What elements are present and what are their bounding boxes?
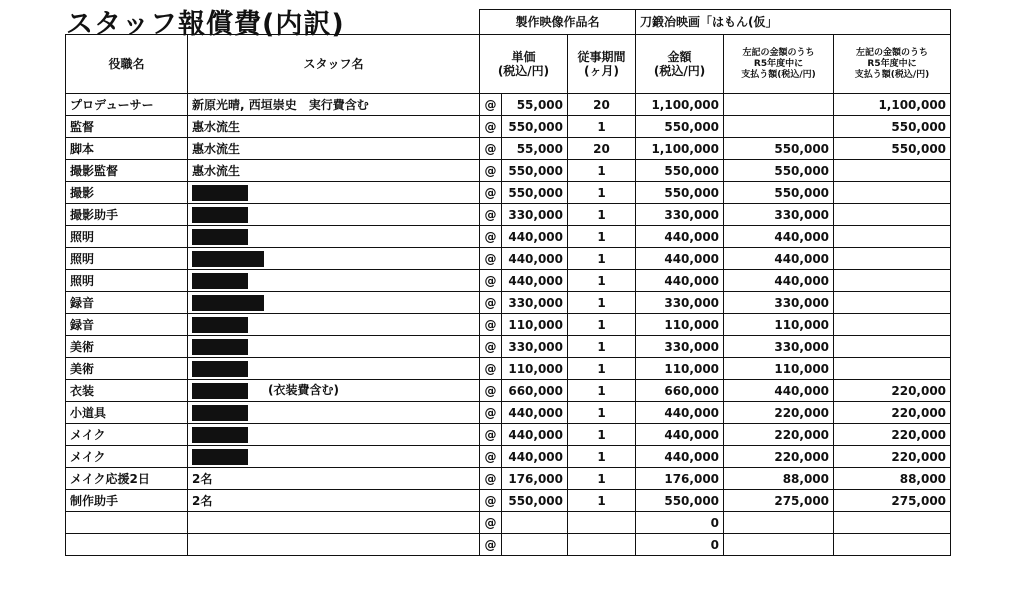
paid-r5-a-cell: 440,000 xyxy=(724,226,834,248)
at-mark: @ xyxy=(480,248,502,270)
staff-cell: 惠水流生 xyxy=(188,138,480,160)
redacted-name-block xyxy=(192,185,248,201)
at-mark: @ xyxy=(480,380,502,402)
col-paid-r5-b: 左記の金額のうち R5年度中に 支払う額(税込/円) xyxy=(834,35,951,94)
at-mark: @ xyxy=(480,138,502,160)
role-cell: 録音 xyxy=(66,292,188,314)
redacted-name-block xyxy=(192,339,248,355)
unit-price-cell: 330,000 xyxy=(502,336,568,358)
paid-r5-a-cell: 440,000 xyxy=(724,248,834,270)
paid-r5-a-cell xyxy=(724,512,834,534)
role-cell: 照明 xyxy=(66,248,188,270)
staff-cell xyxy=(188,534,480,556)
paid-r5-b-cell xyxy=(834,534,951,556)
period-cell: 20 xyxy=(568,94,636,116)
redacted-name-block xyxy=(192,405,248,421)
at-mark: @ xyxy=(480,292,502,314)
paid-r5-a-cell: 330,000 xyxy=(724,336,834,358)
role-cell: 照明 xyxy=(66,270,188,292)
paid-r5-b-cell xyxy=(834,358,951,380)
at-mark: @ xyxy=(480,402,502,424)
unit-price-cell: 440,000 xyxy=(502,446,568,468)
paid-r5-b-cell: 220,000 xyxy=(834,446,951,468)
period-cell xyxy=(568,512,636,534)
paid-r5-b-cell xyxy=(834,292,951,314)
amount-cell: 0 xyxy=(636,534,724,556)
unit-price-cell: 330,000 xyxy=(502,292,568,314)
unit-price-cell: 176,000 xyxy=(502,468,568,490)
paid-r5-b-cell xyxy=(834,226,951,248)
paid-r5-b-cell: 550,000 xyxy=(834,116,951,138)
paid-r5-a-cell: 110,000 xyxy=(724,358,834,380)
amount-cell: 110,000 xyxy=(636,314,724,336)
amount-cell: 110,000 xyxy=(636,358,724,380)
period-cell: 1 xyxy=(568,490,636,512)
paid-r5-b-cell xyxy=(834,512,951,534)
table-row xyxy=(66,182,951,204)
table-row xyxy=(66,270,951,292)
at-mark: @ xyxy=(480,116,502,138)
table-row xyxy=(66,292,951,314)
paid-r5-b-cell xyxy=(834,314,951,336)
staff-cell xyxy=(188,446,480,468)
period-cell: 20 xyxy=(568,138,636,160)
paid-r5-a-cell: 330,000 xyxy=(724,204,834,226)
staff-cell: 新原光晴, 西垣崇史 実行費含む xyxy=(188,94,480,116)
paid-r5-b-cell: 220,000 xyxy=(834,424,951,446)
role-cell: 照明 xyxy=(66,226,188,248)
col-paid-r5-a: 左記の金額のうち R5年度中に 支払う額(税込/円) xyxy=(724,35,834,94)
amount-cell: 440,000 xyxy=(636,270,724,292)
unit-price-cell: 440,000 xyxy=(502,270,568,292)
period-cell: 1 xyxy=(568,380,636,402)
redacted-name-block xyxy=(192,273,248,289)
table-row xyxy=(66,248,951,270)
at-mark: @ xyxy=(480,490,502,512)
table-row xyxy=(66,402,951,424)
paid-r5-a-cell: 110,000 xyxy=(724,314,834,336)
paid-r5-a-cell: 440,000 xyxy=(724,380,834,402)
role-cell: 録音 xyxy=(66,314,188,336)
unit-price-cell: 440,000 xyxy=(502,424,568,446)
staff-cell: 惠水流生 xyxy=(188,160,480,182)
role-cell: メイク xyxy=(66,446,188,468)
paid-r5-b-cell xyxy=(834,204,951,226)
unit-price-cell: 55,000 xyxy=(502,138,568,160)
staff-cell xyxy=(188,402,480,424)
paid-r5-b-cell: 220,000 xyxy=(834,402,951,424)
unit-price-cell: 440,000 xyxy=(502,248,568,270)
unit-price-cell: 440,000 xyxy=(502,226,568,248)
paid-r5-a-cell: 220,000 xyxy=(724,424,834,446)
paid-r5-a-cell xyxy=(724,534,834,556)
redacted-name-block xyxy=(192,295,264,311)
role-cell: 美術 xyxy=(66,336,188,358)
role-cell: メイク xyxy=(66,424,188,446)
paid-r5-b-cell xyxy=(834,248,951,270)
staff-cell: 2名 xyxy=(188,490,480,512)
at-mark: @ xyxy=(480,314,502,336)
table-row xyxy=(66,446,951,468)
table-row xyxy=(66,336,951,358)
table-row xyxy=(66,380,951,402)
at-mark: @ xyxy=(480,534,502,556)
role-cell: 美術 xyxy=(66,358,188,380)
at-mark: @ xyxy=(480,446,502,468)
table-row xyxy=(66,512,951,534)
production-name: 刀鍛冶映画「はもん(仮」 xyxy=(636,10,951,35)
staff-cell: 2名 xyxy=(188,468,480,490)
col-role: 役職名 xyxy=(66,35,188,94)
role-cell: 制作助手 xyxy=(66,490,188,512)
paid-r5-b-cell xyxy=(834,336,951,358)
redacted-name-block xyxy=(192,427,248,443)
at-mark: @ xyxy=(480,94,502,116)
unit-price-cell: 550,000 xyxy=(502,160,568,182)
amount-cell: 660,000 xyxy=(636,380,724,402)
table-row xyxy=(66,424,951,446)
title-spacer xyxy=(66,10,480,35)
paid-r5-b-cell xyxy=(834,270,951,292)
paid-r5-a-cell: 275,000 xyxy=(724,490,834,512)
role-cell: 撮影 xyxy=(66,182,188,204)
at-mark: @ xyxy=(480,336,502,358)
staff-cell xyxy=(188,204,480,226)
staff-cell xyxy=(188,512,480,534)
amount-cell: 550,000 xyxy=(636,160,724,182)
unit-price-cell: 660,000 xyxy=(502,380,568,402)
at-mark: @ xyxy=(480,182,502,204)
unit-price-cell: 550,000 xyxy=(502,490,568,512)
period-cell: 1 xyxy=(568,116,636,138)
col-unit-price: 単価 (税込/円) xyxy=(480,35,568,94)
period-cell: 1 xyxy=(568,292,636,314)
period-cell: 1 xyxy=(568,402,636,424)
table-row xyxy=(66,116,951,138)
at-mark: @ xyxy=(480,358,502,380)
period-cell: 1 xyxy=(568,270,636,292)
table-row xyxy=(66,314,951,336)
amount-cell: 440,000 xyxy=(636,446,724,468)
unit-price-cell: 110,000 xyxy=(502,358,568,380)
staff-cell: 惠水流生 xyxy=(188,116,480,138)
unit-price-cell xyxy=(502,534,568,556)
table-row xyxy=(66,358,951,380)
table-row xyxy=(66,160,951,182)
amount-cell: 440,000 xyxy=(636,248,724,270)
staff-note: (衣装費含む) xyxy=(268,383,339,397)
staff-cell xyxy=(188,380,480,402)
period-cell xyxy=(568,534,636,556)
col-period: 従事期間 (ヶ月) xyxy=(568,35,636,94)
redacted-name-block xyxy=(192,207,248,223)
table-row xyxy=(66,468,951,490)
staff-cell xyxy=(188,226,480,248)
at-mark: @ xyxy=(480,204,502,226)
amount-cell: 440,000 xyxy=(636,226,724,248)
at-mark: @ xyxy=(480,512,502,534)
period-cell: 1 xyxy=(568,468,636,490)
period-cell: 1 xyxy=(568,446,636,468)
staff-cell xyxy=(188,182,480,204)
table-row xyxy=(66,94,951,116)
redacted-name-block xyxy=(192,317,248,333)
at-mark: @ xyxy=(480,160,502,182)
redacted-name-block xyxy=(192,449,248,465)
amount-cell: 550,000 xyxy=(636,116,724,138)
paid-r5-b-cell: 220,000 xyxy=(834,380,951,402)
period-cell: 1 xyxy=(568,182,636,204)
staff-cell xyxy=(188,314,480,336)
staff-cell xyxy=(188,270,480,292)
paid-r5-b-cell: 550,000 xyxy=(834,138,951,160)
role-cell: 小道具 xyxy=(66,402,188,424)
at-mark: @ xyxy=(480,226,502,248)
unit-price-cell: 550,000 xyxy=(502,116,568,138)
amount-cell: 550,000 xyxy=(636,182,724,204)
amount-cell: 330,000 xyxy=(636,204,724,226)
paid-r5-a-cell: 550,000 xyxy=(724,160,834,182)
staff-cell xyxy=(188,336,480,358)
col-staff: スタッフ名 xyxy=(188,35,480,94)
column-header-row xyxy=(66,35,951,94)
period-cell: 1 xyxy=(568,336,636,358)
table-row xyxy=(66,204,951,226)
paid-r5-a-cell: 550,000 xyxy=(724,182,834,204)
period-cell: 1 xyxy=(568,248,636,270)
paid-r5-a-cell: 550,000 xyxy=(724,138,834,160)
amount-cell: 176,000 xyxy=(636,468,724,490)
table-row xyxy=(66,490,951,512)
redacted-name-block xyxy=(192,383,248,399)
paid-r5-a-cell: 440,000 xyxy=(724,270,834,292)
amount-cell: 1,100,000 xyxy=(636,94,724,116)
period-cell: 1 xyxy=(568,424,636,446)
redacted-name-block xyxy=(192,229,248,245)
table-body xyxy=(66,94,951,556)
paid-r5-a-cell: 88,000 xyxy=(724,468,834,490)
at-mark: @ xyxy=(480,468,502,490)
paid-r5-a-cell xyxy=(724,94,834,116)
paid-r5-a-cell: 220,000 xyxy=(724,446,834,468)
amount-cell: 440,000 xyxy=(636,402,724,424)
role-cell: メイク応援2日 xyxy=(66,468,188,490)
unit-price-cell: 550,000 xyxy=(502,182,568,204)
unit-price-cell: 330,000 xyxy=(502,204,568,226)
paid-r5-b-cell xyxy=(834,182,951,204)
at-mark: @ xyxy=(480,270,502,292)
amount-cell: 550,000 xyxy=(636,490,724,512)
table-row xyxy=(66,534,951,556)
paid-r5-b-cell: 88,000 xyxy=(834,468,951,490)
staff-cell xyxy=(188,358,480,380)
staff-fee-table xyxy=(65,9,951,556)
role-cell xyxy=(66,534,188,556)
period-cell: 1 xyxy=(568,160,636,182)
role-cell: 撮影助手 xyxy=(66,204,188,226)
production-label: 製作映像作品名 xyxy=(480,10,636,35)
paid-r5-b-cell: 275,000 xyxy=(834,490,951,512)
paid-r5-a-cell: 220,000 xyxy=(724,402,834,424)
paid-r5-a-cell: 330,000 xyxy=(724,292,834,314)
document-title: スタッフ報償費(内訳) xyxy=(66,9,345,40)
redacted-name-block xyxy=(192,361,248,377)
amount-cell: 330,000 xyxy=(636,336,724,358)
period-cell: 1 xyxy=(568,226,636,248)
staff-cell xyxy=(188,292,480,314)
role-cell: プロデューサー xyxy=(66,94,188,116)
unit-price-cell: 55,000 xyxy=(502,94,568,116)
unit-price-cell: 110,000 xyxy=(502,314,568,336)
role-cell xyxy=(66,512,188,534)
col-amount: 金額 (税込/円) xyxy=(636,35,724,94)
table-row xyxy=(66,138,951,160)
amount-cell: 0 xyxy=(636,512,724,534)
period-cell: 1 xyxy=(568,314,636,336)
amount-cell: 330,000 xyxy=(636,292,724,314)
redacted-name-block xyxy=(192,251,264,267)
role-cell: 監督 xyxy=(66,116,188,138)
role-cell: 脚本 xyxy=(66,138,188,160)
paid-r5-b-cell xyxy=(834,160,951,182)
amount-cell: 440,000 xyxy=(636,424,724,446)
period-cell: 1 xyxy=(568,204,636,226)
staff-cell xyxy=(188,424,480,446)
at-mark: @ xyxy=(480,424,502,446)
unit-price-cell xyxy=(502,512,568,534)
production-header-row xyxy=(66,10,951,35)
paid-r5-b-cell: 1,100,000 xyxy=(834,94,951,116)
role-cell: 撮影監督 xyxy=(66,160,188,182)
table-row xyxy=(66,226,951,248)
role-cell: 衣装 xyxy=(66,380,188,402)
staff-cell xyxy=(188,248,480,270)
paid-r5-a-cell xyxy=(724,116,834,138)
period-cell: 1 xyxy=(568,358,636,380)
unit-price-cell: 440,000 xyxy=(502,402,568,424)
amount-cell: 1,100,000 xyxy=(636,138,724,160)
